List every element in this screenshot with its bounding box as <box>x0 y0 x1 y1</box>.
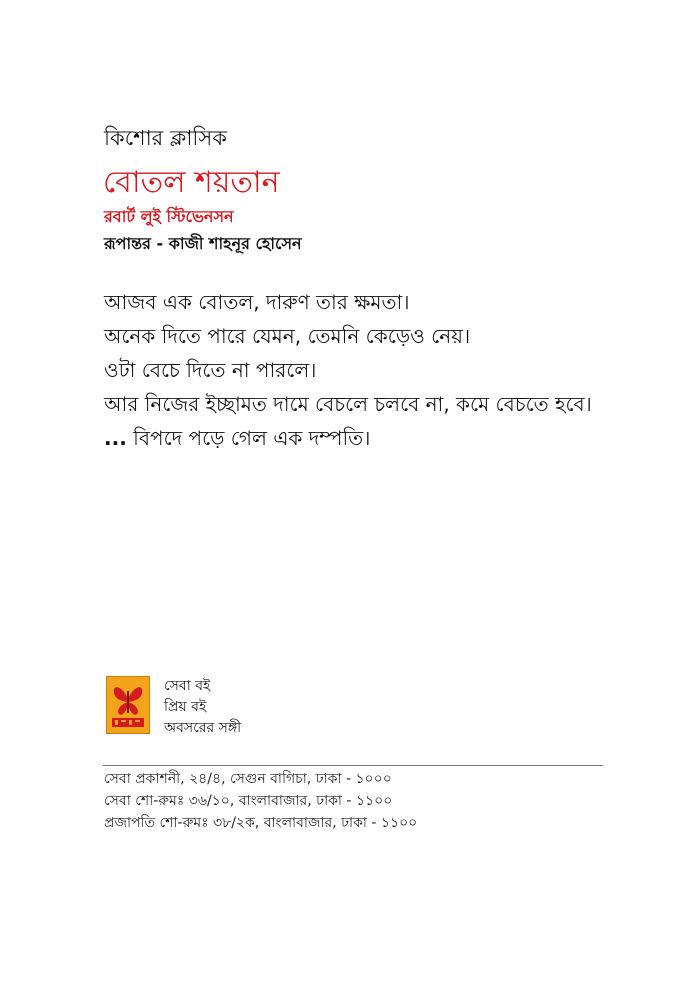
blurb-line: অনেক দিতে পারে যেমন, তেমনি কেড়েও নেয়। <box>104 324 471 348</box>
divider <box>103 765 603 766</box>
publisher-addresses <box>104 768 417 834</box>
blurb-line: আর নিজের ইচ্ছামত দামে বেচলে চলবে না, কমে বেচতে হবে। <box>104 392 592 416</box>
address-line: সেবা প্রকাশনী, ২৪/৪, সেগুন বাগিচা, ঢাকা - ১০০০ <box>104 771 392 787</box>
blurb-closing <box>104 421 604 455</box>
blurb-closing-text: বিপদে পড়ে গেল এক দম্পতি। <box>133 426 371 450</box>
tagline-line: প্রিয় বই <box>164 699 207 715</box>
blurb-line: আজব এক বোতল, দারুণ তার ক্ষমতা। <box>104 290 410 314</box>
address-line: প্রজাপতি শো-রুমঃ ৩৮/২ক, বাংলাবাজার, ঢাকা - ১১০০ <box>104 815 418 831</box>
series-name: কিশোর ক্লাসিক <box>104 126 227 150</box>
tagline-line: অবসরের সঙ্গী <box>164 720 242 736</box>
blurb-line: ওটা বেচে দিতে না পারলে। <box>104 358 317 382</box>
tagline-line: সেবা বই <box>164 678 211 694</box>
author-name: রবার্ট লুই স্টিভেনসন <box>104 207 234 226</box>
translator-credit: রূপান্তর - কাজী শাহনূর হোসেন <box>104 234 302 253</box>
blurb-ellipsis: ... <box>104 426 127 450</box>
publisher-tagline <box>164 676 241 739</box>
blurb <box>104 285 604 455</box>
publisher-logo <box>106 676 150 734</box>
book-title: বোতল শয়তান <box>103 165 280 200</box>
butterfly-logo-icon <box>107 677 149 733</box>
address-line: সেবা শো-রুমঃ ৩৬/১০, বাংলাবাজার, ঢাকা - ১১০০ <box>104 793 393 809</box>
